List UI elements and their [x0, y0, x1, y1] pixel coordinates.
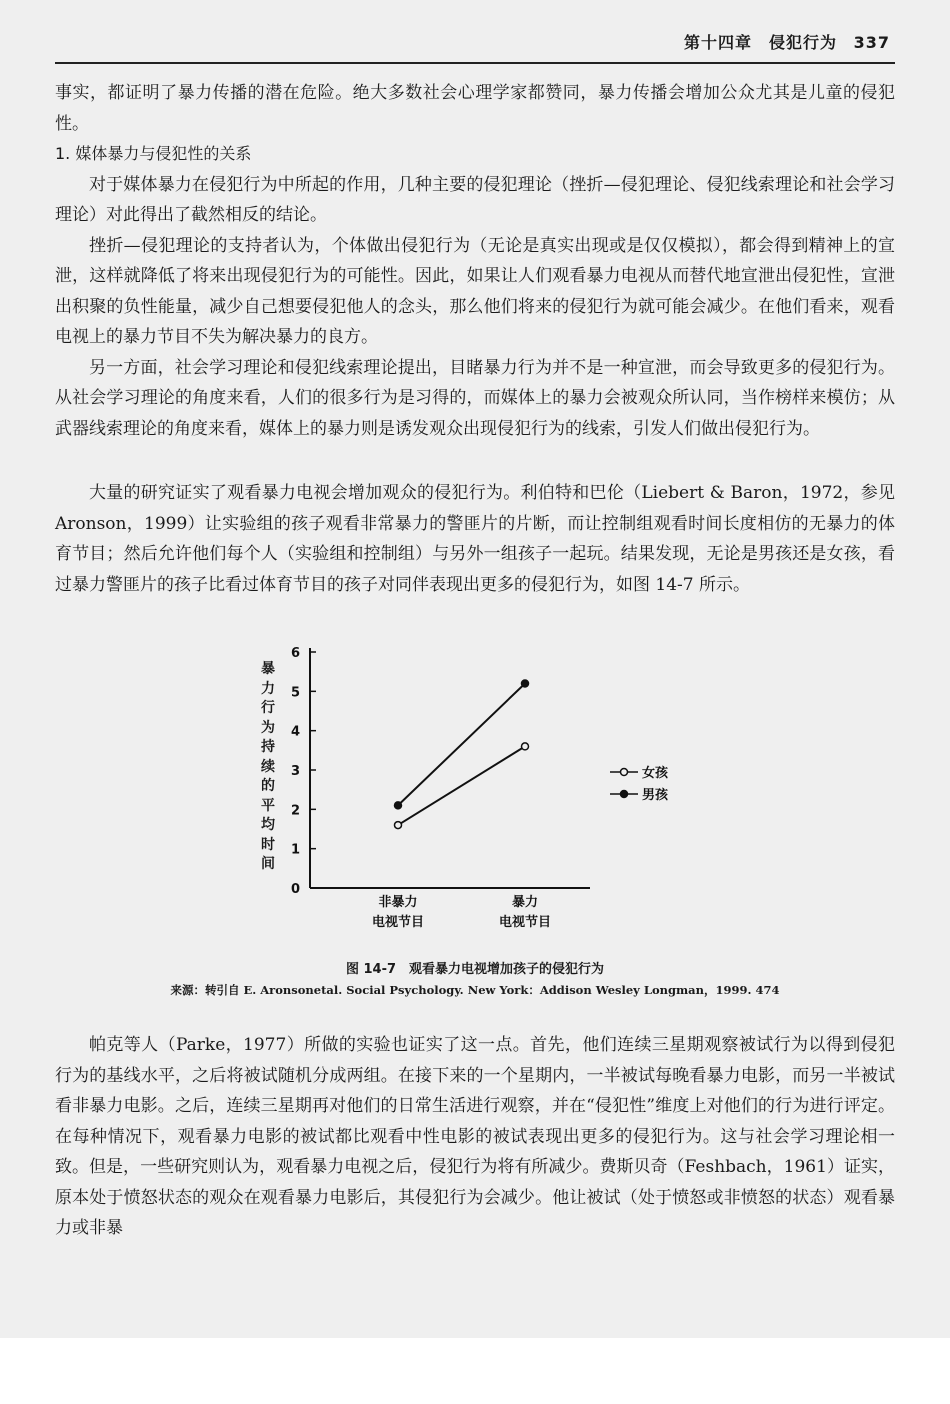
y-tick-label: 2	[290, 803, 300, 819]
y-tick-label: 6	[290, 646, 300, 661]
line-chart	[150, 640, 800, 950]
x-tick-label: 暴力电视节目	[498, 895, 552, 930]
body-text-middle	[55, 478, 895, 600]
header-rule	[55, 62, 895, 64]
legend-marker	[621, 769, 628, 776]
data-point	[522, 743, 529, 750]
paragraph-continued: 事实，都证明了暴力传播的潜在危险。绝大多数社会心理学家都赞同，暴力传播会增加公众尤其是儿童的侵犯性。	[55, 83, 895, 134]
y-tick-label: 1	[290, 842, 300, 858]
paragraph: 另一方面，社会学习理论和侵犯线索理论提出，目睹暴力行为并不是一种宣泄，而会导致更多的侵犯行为。从社会学习理论的角度来看，人们的很多行为是习得的，而媒体上的暴力会被观众所认同，当作榜样来模仿；从武器线索理论的角度来看，媒体上的暴力则是诱发观众出现侵犯行为的线索，引发人们做出侵犯行为。	[55, 357, 895, 439]
figure-caption: 图 14-7 观看暴力电视增加孩子的侵犯行为	[345, 962, 605, 977]
paragraph: 帕克等人（Parke，1977）所做的实验也证实了这一点。首先，他们连续三星期观察被试行为以得到侵犯行为的基线水平，之后将被试随机分成两组。在接下来的一个星期内，一半被试每晚看暴力电影，而另一半被试看非暴力电影。之后，连续三星期再对他们的日常生活进行观察，并在“侵犯性”维度上对他们的行为进行评定。在每种情况下，观看暴力电影的被试都比观看中性电影的被试表现出更多的侵犯行为。这与社会学习理论相一致。但是，一些研究则认为，观看暴力电视之后，侵犯行为将有所减少。费斯贝奇（Feshbach，1961）证实，原本处于愤怒状态的观众在观看暴力电影后，其侵犯行为会减少。他让被试（处于愤怒或非愤怒的状态）观看暴力或非暴	[55, 1035, 895, 1238]
paragraph: 大量的研究证实了观看暴力电视会增加观众的侵犯行为。利伯特和巴伦（Liebert & Baron，1972，参见 Aronson，1999）让实验组的孩子观看非常暴力的警匪片的片断，而让控制组观看时间长度相仿的无暴力的体育节目；然后允许他们每个人（实验组和控制组）与另外一组孩子一起玩。结果发现，无论是男孩还是女孩，看过暴力警匪片的孩子比看过体育节目的孩子对同伴表现出更多的侵犯行为，如图 14-7 所示。	[55, 483, 895, 595]
x-tick-label: 非暴力电视节目	[371, 895, 425, 930]
figure-14-7	[150, 640, 800, 1000]
data-point	[522, 680, 529, 687]
paragraph: 对于媒体暴力在侵犯行为中所起的作用，几种主要的侵犯理论（挫折—侵犯理论、侵犯线索理论和社会学习理论）对此得出了截然相反的结论。	[55, 174, 895, 225]
section-heading: 1. 媒体暴力与侵犯性的关系	[55, 144, 252, 163]
header-text	[684, 30, 890, 53]
y-tick-label: 5	[290, 685, 300, 701]
y-tick-label: 3	[290, 764, 300, 779]
figure-source: 来源：转引自 E. Aronsonetal. Social Psychology. New York：Addison Wesley Longman，1999. 474	[170, 983, 780, 997]
y-tick-label: 0	[290, 882, 300, 897]
legend-marker	[621, 791, 628, 798]
paragraph: 挫折—侵犯理论的支持者认为，个体做出侵犯行为（无论是真实出现或是仅仅模拟），都会得到精神上的宣泄，这样就降低了将来出现侵犯行为的可能性。因此，如果让人们观看暴力电视从而替代地宣泄出侵犯性，宣泄出积聚的负性能量，减少自己想要侵犯他人的念头，那么他们将来的侵犯行为就可能会减少。在他们看来，观看电视上的暴力节目不失为解决暴力的良方。	[55, 235, 895, 347]
chapter-title: 第十四章 侵犯行为	[684, 33, 838, 52]
data-point	[395, 802, 402, 809]
legend-label: 女孩	[642, 766, 669, 781]
series-line-boys	[398, 683, 525, 805]
body-text-bottom	[55, 1030, 895, 1244]
legend-label: 男孩	[642, 788, 669, 803]
running-header	[0, 20, 950, 60]
page-number: 337	[853, 33, 890, 52]
chart-y-axis-label: 暴力行为持续的平均时间	[261, 661, 275, 872]
data-point	[395, 822, 402, 829]
body-text-top	[55, 78, 895, 444]
y-tick-label: 4	[290, 724, 300, 740]
